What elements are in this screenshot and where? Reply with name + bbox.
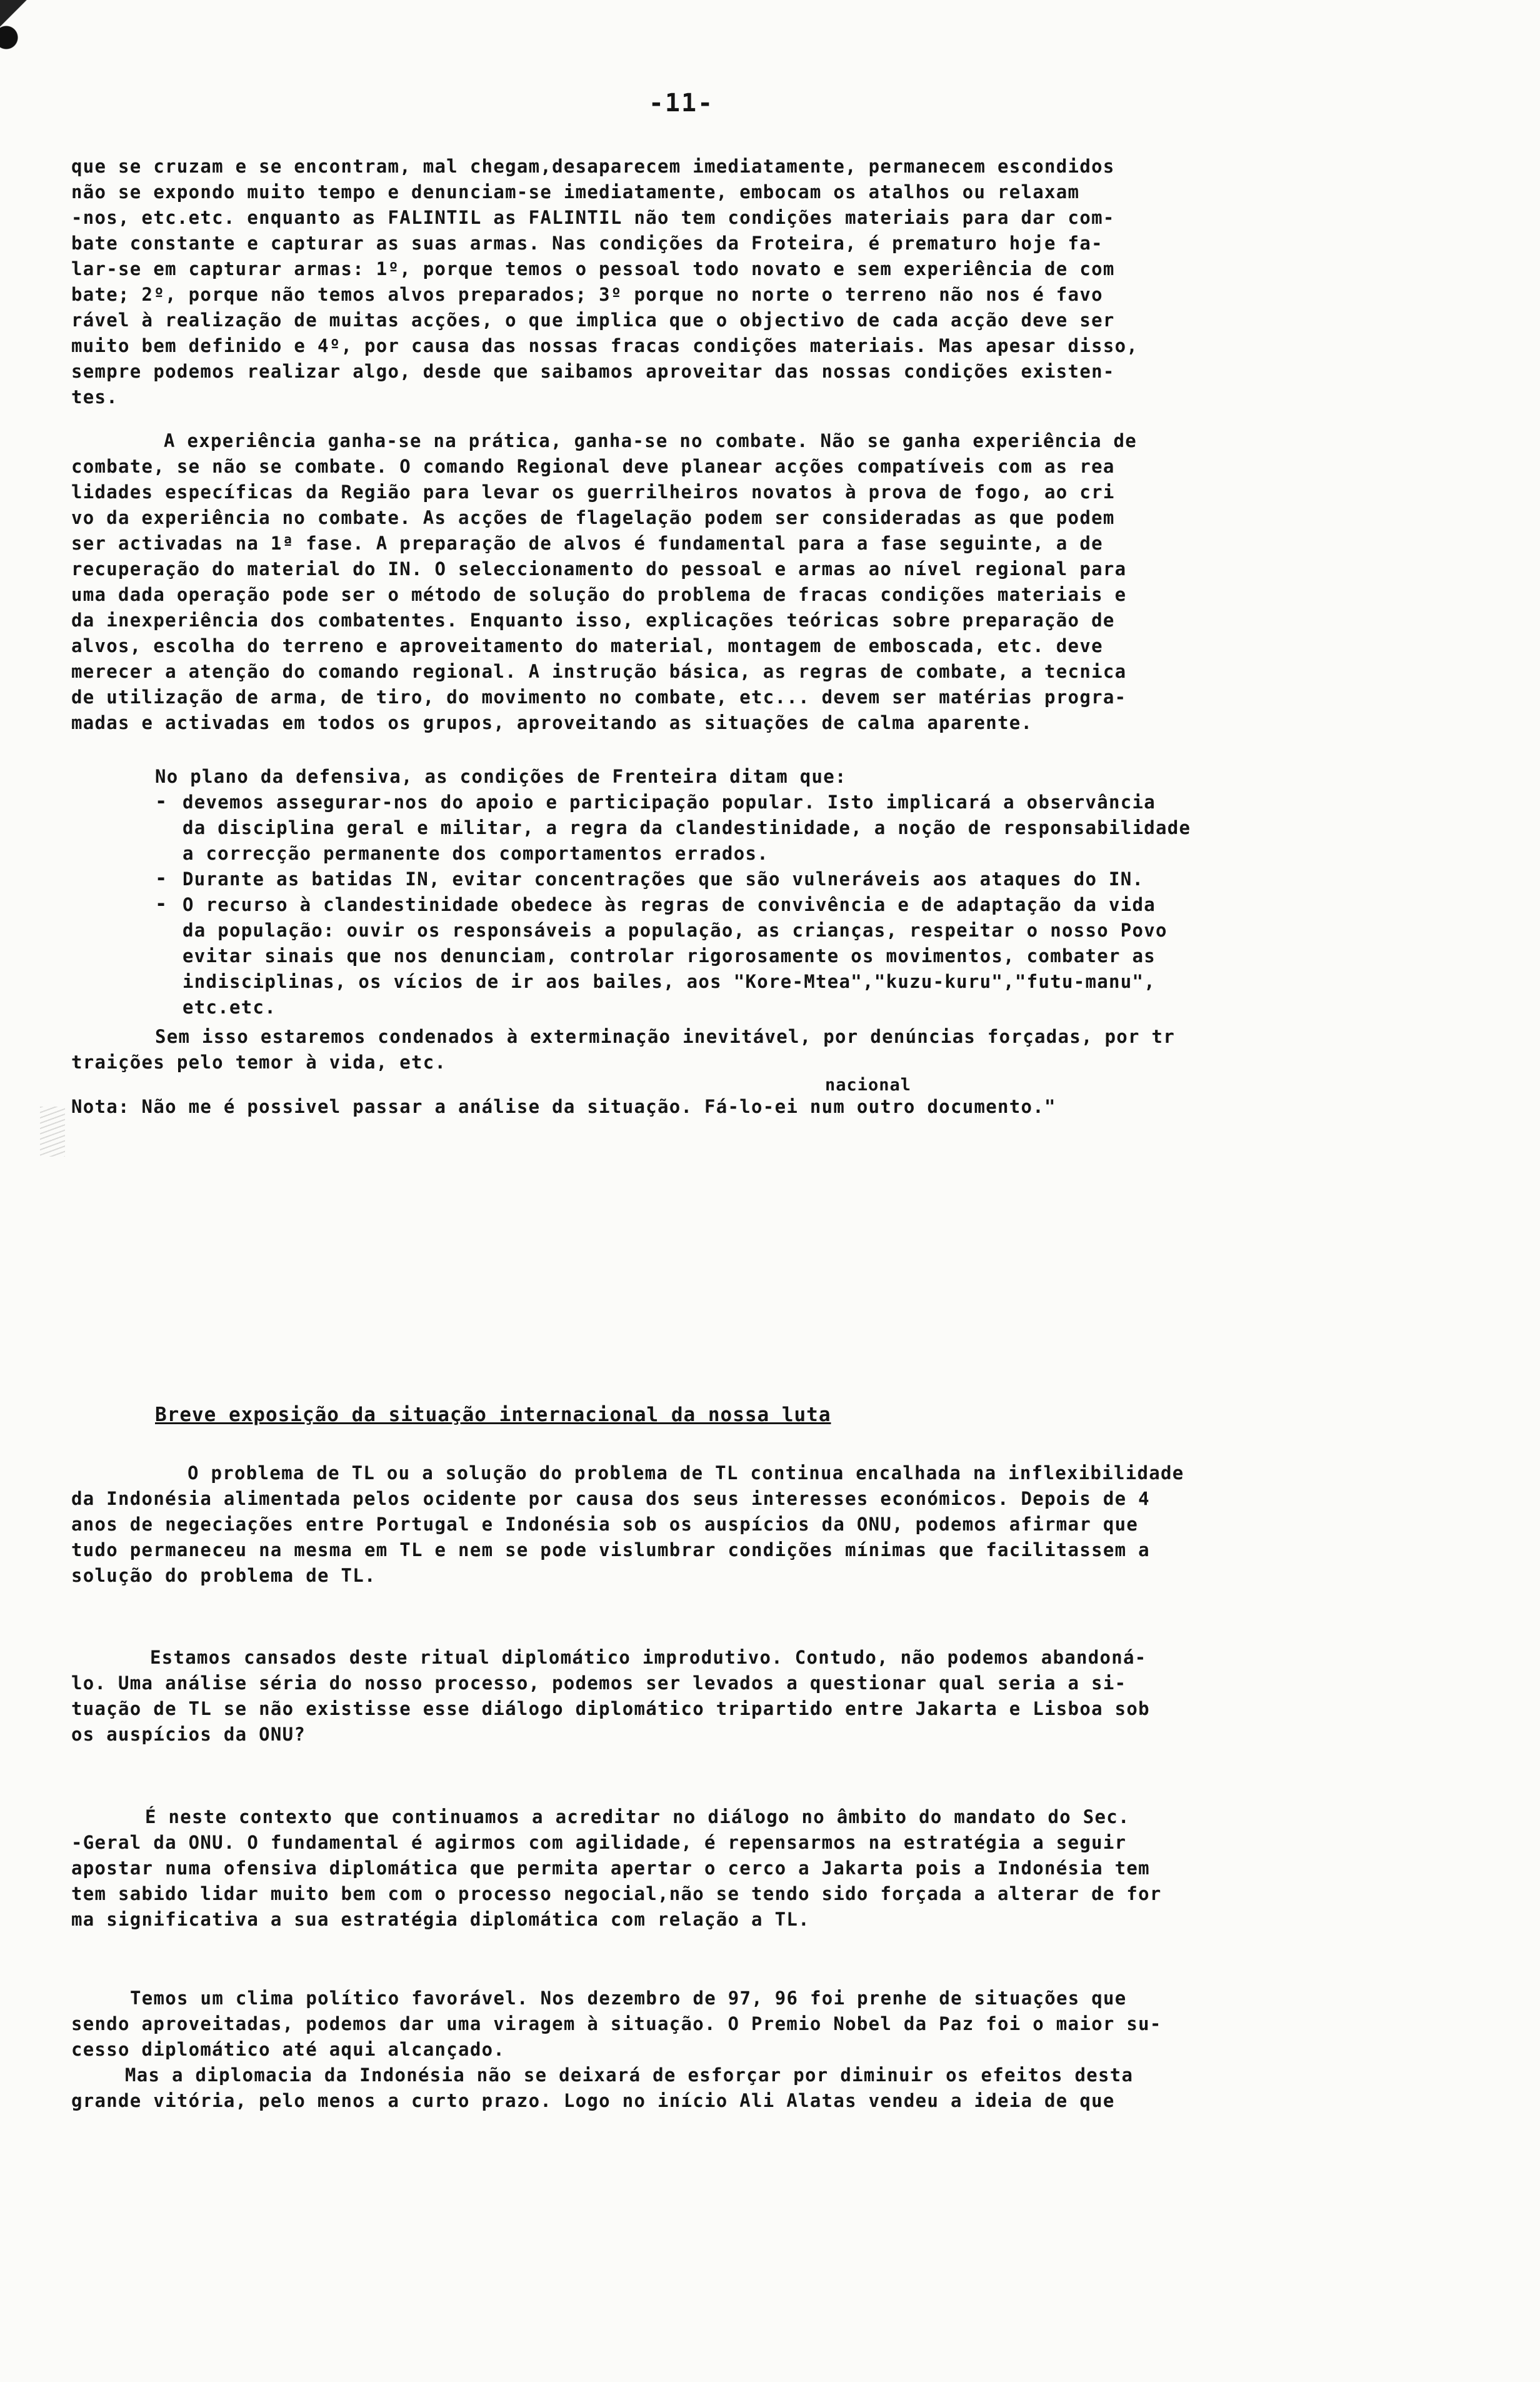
- bullet-line: da população: ouvir os responsáveis a população, as crianças, respeitar o nosso Povo: [182, 920, 1168, 941]
- bullet-dash: -: [155, 892, 168, 915]
- paragraph-line: recuperação do material do IN. O seleccionamento do pessoal e armas ao nível regional para: [71, 558, 1127, 580]
- paragraph-line: lidades específicas da Região para levar os guerrilheiros novatos à prova de fogo, ao cri: [71, 481, 1115, 503]
- note-inserted-word: nacional: [825, 1075, 912, 1095]
- paragraph-line: bate constante e capturar as suas armas. Nas condições da Froteira, é prematuro hoje fa-: [71, 233, 1103, 254]
- paragraph-line: rável à realização de muitas acções, o que implica que o objectivo de cada acção deve ser: [71, 309, 1115, 331]
- closing-line: traições pelo temor à vida, etc.: [71, 1052, 447, 1073]
- bullet-dash: -: [155, 866, 168, 890]
- paragraph-line: grande vitória, pelo menos a curto prazo. Logo no início Ali Alatas vendeu a ideia de que: [71, 2090, 1115, 2111]
- bullet-line: etc.etc.: [182, 997, 277, 1018]
- paragraph-line: não se expondo muito tempo e denunciam-se imediatamente, embocam os atalhos ou relaxam: [71, 181, 1080, 203]
- bullet-line: Durante as batidas IN, evitar concentrações que são vulneráveis aos ataques do IN.: [182, 868, 1144, 890]
- paragraph-line: Temos um clima político favorável. Nos dezembro de 97, 96 foi prenhe de situações que: [130, 1988, 1127, 2009]
- paragraph-line: vo da experiência no combate. As acções de flagelação podem ser consideradas as que podem: [71, 507, 1115, 528]
- paragraph-line: da inexperiência dos combatentes. Enquanto isso, explicações teóricas sobre preparação de: [71, 610, 1115, 631]
- paragraph-line: combate, se não se combate. O comando Regional deve planear acções compatíveis com as rea: [71, 456, 1115, 477]
- paragraph-line: merecer a atenção do comando regional. A instrução básica, as regras de combate, a tecnica: [71, 661, 1127, 682]
- bullet-line: da disciplina geral e militar, a regra da clandestinidade, a noção de responsabilidade: [182, 817, 1191, 838]
- paragraph-line: tudo permaneceu na mesma em TL e nem se pode vislumbrar condições mínimas que facilitassem a: [71, 1539, 1150, 1560]
- paragraph-line: cesso diplomático até aqui alcançado.: [71, 2039, 506, 2060]
- paragraph-line: alvos, escolha do terreno e aproveitamento do material, montagem de emboscada, etc. deve: [71, 635, 1103, 656]
- bullet-line: a correcção permanente dos comportamentos errados.: [182, 843, 769, 864]
- paragraph-line: Estamos cansados deste ritual diplomático improdutivo. Contudo, não podemos abandoná-: [150, 1647, 1147, 1668]
- paragraph-line: bate; 2º, porque não temos alvos preparados; 3º porque no norte o terreno não nos é favo: [71, 284, 1103, 305]
- paragraph-line: uma dada operação pode ser o método de solução do problema de fracas condições materiais e: [71, 584, 1127, 605]
- paragraph-line: anos de negeciações entre Portugal e Indonésia sob os auspícios da ONU, podemos afirmar que: [71, 1514, 1139, 1535]
- paragraph-line: os auspícios da ONU?: [71, 1724, 306, 1745]
- paragraph-line: muito bem definido e 4º, por causa das nossas fracas condições materiais. Mas apesar disso,: [71, 335, 1139, 356]
- paragraph-line: sempre podemos realizar algo, desde que saibamos aproveitar das nossas condições existen-: [71, 361, 1115, 382]
- bullet-dash: -: [155, 789, 168, 813]
- scan-smudge: [40, 1107, 65, 1157]
- closing-line: Sem isso estaremos condenados à exterminação inevitável, por denúncias forçadas, por tr: [155, 1026, 1176, 1047]
- bullet-line: O recurso à clandestinidade obedece às regras de convivência e de adaptação da vida: [182, 894, 1156, 915]
- paragraph-line: O problema de TL ou a solução do problema de TL continua encalhada na inflexibilidade: [188, 1462, 1184, 1484]
- paragraph-line: lar-se em capturar armas: 1º, porque temos o pessoal todo novato e sem experiência de com: [71, 258, 1115, 279]
- page-number: -11-: [648, 89, 714, 118]
- paragraph-line: da Indonésia alimentada pelos ocidente por causa dos seus interesses económicos. Depois de 4: [71, 1488, 1150, 1509]
- paragraph-line: ser activadas na 1ª fase. A preparação de alvos é fundamental para a fase seguinte, a de: [71, 533, 1103, 554]
- section-heading: Breve exposição da situação internacional da nossa luta: [155, 1404, 831, 1426]
- paragraph-line: de utilização de arma, de tiro, do movimento no combate, etc... devem ser matérias progra-: [71, 686, 1127, 708]
- paragraph-line: A experiência ganha-se na prática, ganha-se no combate. Não se ganha experiência de: [164, 430, 1138, 451]
- paragraph-line: Mas a diplomacia da Indonésia não se deixará de esforçar por diminuir os efeitos desta: [125, 2064, 1134, 2086]
- bullet-line: devemos assegurar-nos do apoio e participação popular. Isto implicará a observância: [182, 791, 1156, 813]
- paragraph-line: que se cruzam e se encontram, mal chegam,desaparecem imediatamente, permanecem escondidos: [71, 156, 1115, 177]
- paragraph-line: apostar numa ofensiva diplomática que permita apertar o cerco a Jakarta pois a Indonésia tem: [71, 1857, 1150, 1879]
- paragraph-line: tem sabido lidar muito bem com o processo negocial,não se tendo sido forçada a alterar de for: [71, 1883, 1162, 1904]
- corner-ink-mark: [0, 0, 38, 50]
- paragraph-line: ma significativa a sua estratégia diplomática com relação a TL.: [71, 1909, 810, 1930]
- paragraph-line: lo. Uma análise séria do nosso processo, podemos ser levados a questionar qual seria a si-: [71, 1672, 1127, 1694]
- paragraph-line: -Geral da ONU. O fundamental é agirmos com agilidade, é repensarmos na estratégia a seguir: [71, 1832, 1127, 1853]
- paragraph-line: tuação de TL se não existisse esse diálogo diplomático tripartido entre Jakarta e Lisboa sob: [71, 1698, 1150, 1719]
- paragraph-line: É neste contexto que continuamos a acreditar no diálogo no âmbito do mandato do Sec.: [145, 1806, 1130, 1827]
- paragraph-line: madas e activadas em todos os grupos, aproveitando as situações de calma aparente.: [71, 712, 1033, 733]
- defensive-intro: No plano da defensiva, as condições de Frenteira ditam que:: [155, 766, 847, 787]
- paragraph-line: sendo aproveitadas, podemos dar uma viragem à situação. O Premio Nobel da Paz foi o maior su-: [71, 2013, 1162, 2034]
- paragraph-line: solução do problema de TL.: [71, 1565, 376, 1586]
- paragraph-line: -nos, etc.etc. enquanto as FALINTIL as FALINTIL não tem condições materiais para dar com-: [71, 207, 1115, 228]
- bullet-line: evitar sinais que nos denunciam, controlar rigorosamente os movimentos, combater as: [182, 945, 1156, 967]
- bullet-line: indisciplinas, os vícios de ir aos bailes, aos "Kore-Mtea","kuzu-kuru","futu-manu",: [182, 971, 1156, 992]
- paragraph-line: tes.: [71, 386, 119, 408]
- note-text: Nota: Não me é possivel passar a análise da situação. Fá-lo-ei num outro documento.": [71, 1096, 1056, 1117]
